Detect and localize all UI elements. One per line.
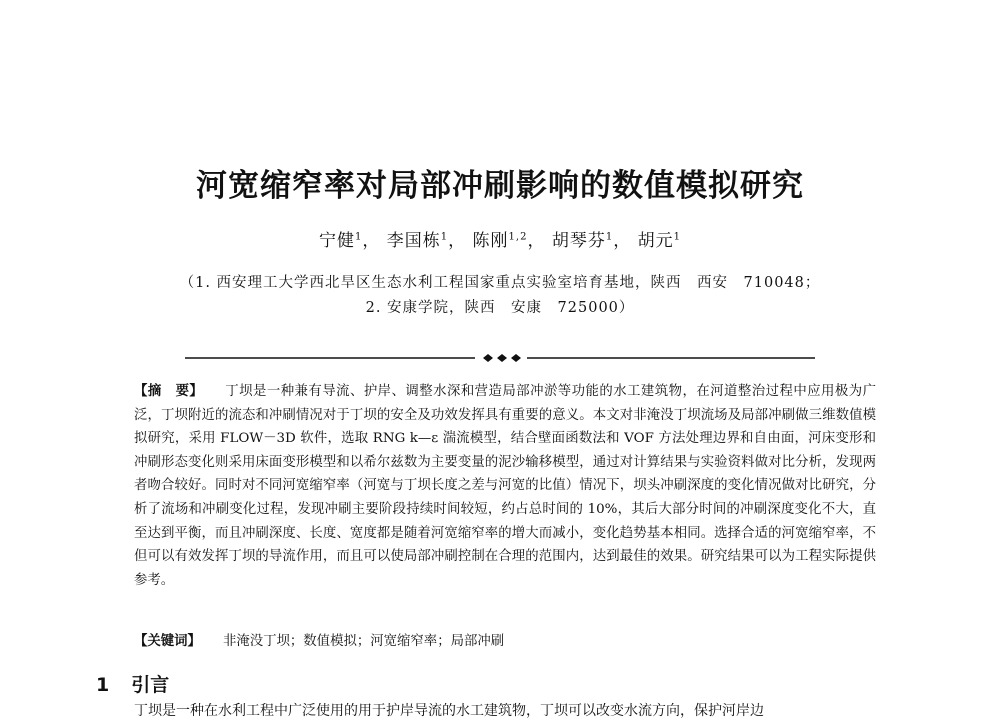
author: 陈刚$^{1,2}$: [472, 231, 528, 251]
author: 宁健$^1$: [318, 231, 363, 251]
author: 胡元$^1$: [637, 231, 682, 251]
keywords: [134, 630, 876, 653]
author: 胡琴芬$^1$: [551, 231, 614, 251]
affiliation-line-1: （1. 西安理工大学西北旱区生态水利工程国家重点实验室培育基地，陕西 西安 710048；: [179, 275, 821, 291]
body-text-first-line: 丁坝是一种在水利工程中广泛使用的用于护岸导流的水工建筑物，丁坝可以改变水流方向，保护河岸边: [134, 703, 764, 719]
abstract-label: 【摘 要】: [134, 383, 204, 399]
affiliation-line-2: 2. 安康学院，陕西 安康 725000）: [365, 300, 635, 316]
section-heading: [96, 670, 169, 697]
keywords-label: 【关键词】: [134, 633, 201, 649]
author-list: 宁健$^1$， 李国栋$^1$， 陈刚$^{1,2}$， 胡琴芬$^1$， 胡元$^1$: [318, 231, 682, 251]
paper-title: 河宽缩窄率对局部冲刷影响的数值模拟研究: [196, 168, 804, 204]
section-number: 1: [96, 674, 110, 696]
author: 李国栋$^1$: [386, 231, 449, 251]
ornamental-divider: [185, 352, 815, 364]
keywords-text: 非淹没丁坝；数值模拟；河宽缩窄率；局部冲刷: [222, 634, 505, 649]
abstract-text: 丁坝是一种兼有导流、护岸、调整水深和营造局部冲淤等功能的水工建筑物，在河道整治过程中应用极为广泛，丁坝附近的流态和冲刷情况对于丁坝的安全及功效发挥具有重要的意义。本文对非淹没丁坝流场及局部冲刷做三维数值模拟研究，采用 FLOW－3D 软件，选取 RNG k—ε 湍流模型，结合壁面函数法和 VOF 方法处理边界和自由面，河床变形和冲刷形态变化则采用床面变形模型和以希尔兹数为主要变量的泥沙输移模型，通过对计算结果与实验资料做对比分析，发现两者吻合较好。同时对不同河宽缩窄率（河宽与丁坝长度之差与河宽的比值）情况下，坝头冲刷深度的变化情况做对比研究，分析了流场和冲刷变化过程，发现冲刷主要阶段持续时间较短，约占总时间的 10%，其后大部分时间的冲刷深度变化不大，直至达到平衡，而且冲刷深度、长度、宽度都是随着河宽缩窄率的增大而减小，变化趋势基本相同。选择合适的河宽缩窄率，不但可以有效发挥丁坝的导流作用，而且可以使局部冲刷控制在合理的范围内，达到最佳的效果。研究结果可以为工程实际提供参考。: [134, 384, 877, 588]
abstract: [134, 380, 876, 592]
section-title: 引言: [131, 674, 170, 696]
